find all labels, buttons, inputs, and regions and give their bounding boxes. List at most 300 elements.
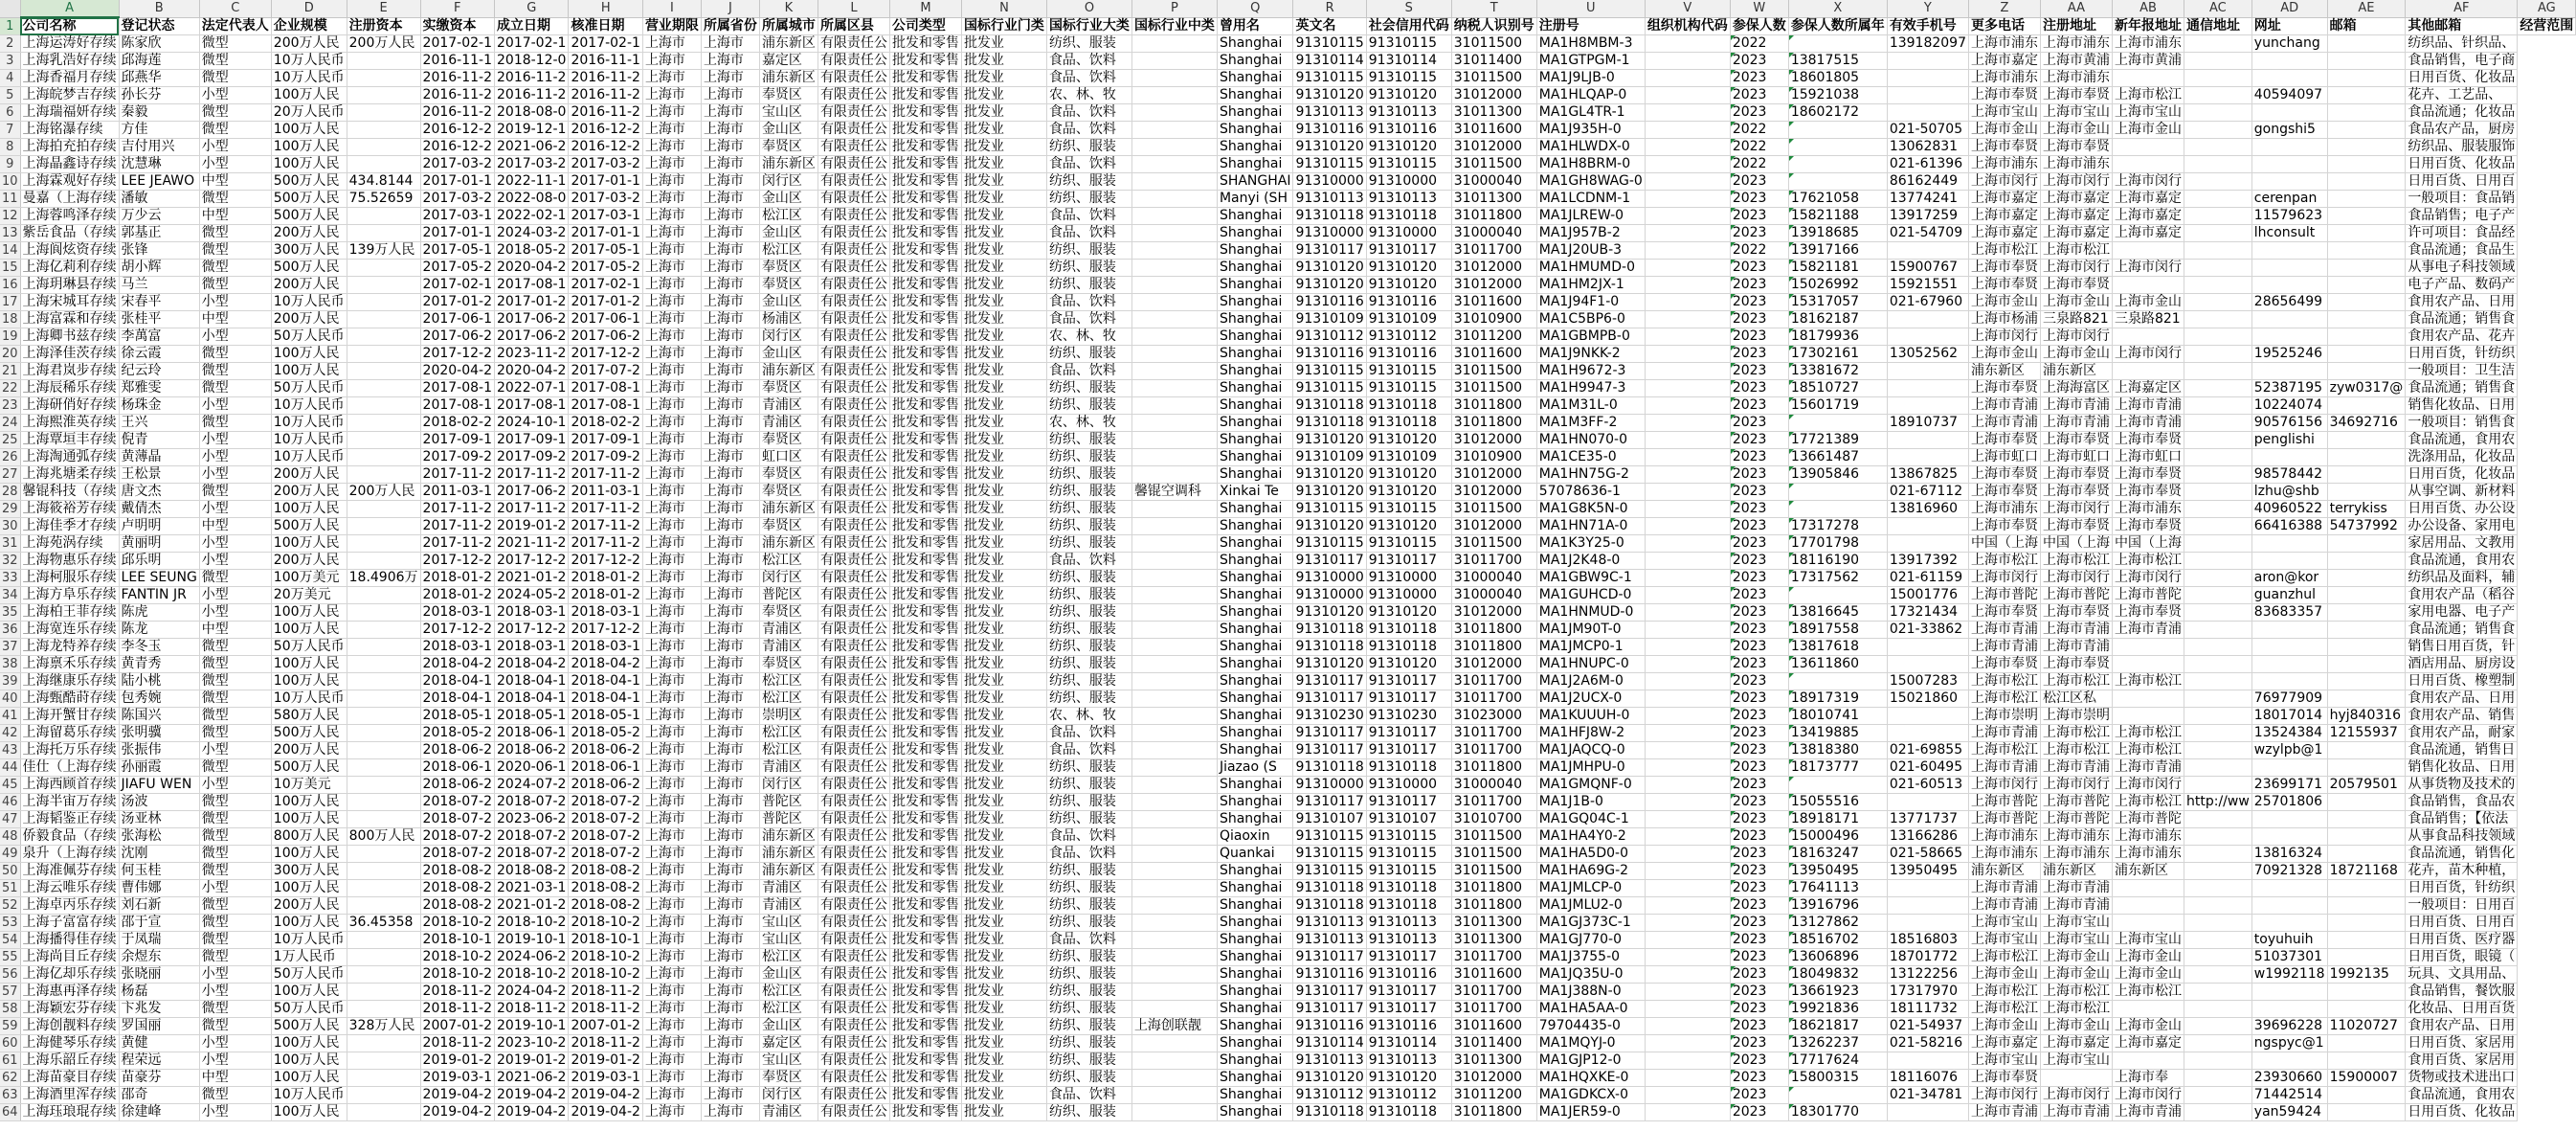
cell[interactable]: 上海市闵行 <box>2112 570 2184 587</box>
column-title-cell[interactable]: 所属区县 <box>818 17 889 35</box>
row-header[interactable]: 6 <box>0 104 20 122</box>
cell[interactable]: 批发业 <box>961 828 1046 846</box>
cell[interactable]: 139182097 <box>1887 35 1968 53</box>
cell[interactable]: 31011700 <box>1451 794 1536 811</box>
cell[interactable] <box>2184 242 2251 260</box>
cell[interactable]: 2023 <box>1730 897 1788 915</box>
cell[interactable]: 微型 <box>199 725 271 742</box>
cell[interactable]: 2017-02-1 <box>569 35 642 53</box>
cell[interactable]: 15000496 <box>1788 828 1887 846</box>
cell[interactable]: 100万人民 <box>271 156 347 173</box>
cell[interactable]: Jiazao (S <box>1217 759 1293 777</box>
cell[interactable]: 2007-01-2 <box>569 1018 642 1035</box>
cell[interactable]: 日用百货、日用百 <box>2406 173 2518 191</box>
cell[interactable]: 批发业 <box>961 1052 1046 1070</box>
cell[interactable]: 松江区私 <box>2040 690 2112 708</box>
cell[interactable]: 2018-04-2 <box>420 656 494 673</box>
cell[interactable]: 上海市 <box>642 311 701 328</box>
cell[interactable] <box>1645 432 1730 449</box>
cell[interactable]: 松江区 <box>759 1001 818 1018</box>
row-header[interactable]: 39 <box>0 673 20 690</box>
cell[interactable] <box>1645 466 1730 484</box>
cell[interactable] <box>2327 639 2406 656</box>
cell[interactable]: 上海市 <box>642 397 701 415</box>
cell[interactable]: 食用农产品（稻谷 <box>2406 587 2518 604</box>
cell[interactable]: 张明骥 <box>119 725 199 742</box>
cell[interactable]: 2016-11-2 <box>495 70 569 87</box>
cell[interactable] <box>2327 1052 2406 1070</box>
cell[interactable] <box>1645 518 1730 535</box>
cell[interactable]: 上海市青浦 <box>1968 880 2040 897</box>
cell[interactable]: 三泉路821 <box>2040 311 2112 328</box>
column-title-cell[interactable]: 企业规模 <box>271 17 347 35</box>
cell[interactable]: 日用百货、日用百 <box>2406 915 2518 932</box>
cell[interactable]: 批发和零售 <box>889 380 961 397</box>
cell[interactable]: 100万人民 <box>271 880 347 897</box>
cell[interactable]: 批发和零售 <box>889 501 961 518</box>
cell[interactable] <box>1645 415 1730 432</box>
cell[interactable] <box>2184 53 2251 70</box>
cell[interactable] <box>2184 777 2251 794</box>
cell[interactable]: 有限责任公 <box>818 53 889 70</box>
cell[interactable]: 91310117 <box>1293 1001 1366 1018</box>
cell[interactable] <box>1131 794 1217 811</box>
cell[interactable]: 上海市 <box>701 466 759 484</box>
cell[interactable]: 上海市奉贤 <box>1968 1070 2040 1087</box>
cell[interactable]: 有限责任公 <box>818 846 889 863</box>
cell[interactable]: 2018-05-1 <box>569 708 642 725</box>
cell[interactable]: 上海佳季才存续 <box>20 518 119 535</box>
row-header[interactable]: 38 <box>0 656 20 673</box>
cell[interactable]: 2018-07-2 <box>495 794 569 811</box>
cell[interactable]: Shanghai <box>1217 501 1293 518</box>
cell[interactable]: 2023 <box>1730 622 1788 639</box>
row-header[interactable]: 17 <box>0 294 20 311</box>
cell[interactable]: 微型 <box>199 863 271 880</box>
cell[interactable]: 2023 <box>1730 604 1788 622</box>
cell[interactable]: 上海市普陀 <box>1968 587 2040 604</box>
cell[interactable]: 上海市 <box>642 173 701 191</box>
cell[interactable]: 农、林、牧 <box>1046 708 1131 725</box>
cell[interactable]: 上海市 <box>642 346 701 363</box>
cell[interactable]: 上海市松江 <box>2112 725 2184 742</box>
cell[interactable] <box>2184 328 2251 346</box>
cell[interactable]: 奉贤区 <box>759 277 818 294</box>
cell[interactable]: 奉贤区 <box>759 1070 818 1087</box>
cell[interactable]: MA1MQYJ-0 <box>1536 1035 1645 1052</box>
cell[interactable] <box>1645 87 1730 104</box>
cell[interactable]: 上海市松江 <box>1968 242 2040 260</box>
cell[interactable]: 上海市 <box>701 1104 759 1121</box>
cell[interactable]: 91310116 <box>1293 294 1366 311</box>
cell[interactable]: 纺织、服装 <box>1046 759 1131 777</box>
cell[interactable] <box>1645 260 1730 277</box>
cell[interactable]: Shanghai <box>1217 346 1293 363</box>
cell[interactable]: 36.45358 <box>347 915 420 932</box>
row-header[interactable]: 64 <box>0 1104 20 1121</box>
column-title-cell[interactable]: 实缴资本 <box>420 17 494 35</box>
cell[interactable]: MA1J2K48-0 <box>1536 553 1645 570</box>
cell[interactable]: 2023 <box>1730 260 1788 277</box>
cell[interactable]: Shanghai <box>1217 708 1293 725</box>
cell[interactable]: 100万人民 <box>271 346 347 363</box>
cell[interactable]: 上海市奉贤 <box>2040 604 2112 622</box>
cell[interactable] <box>1131 173 1217 191</box>
cell[interactable]: Shanghai <box>1217 122 1293 139</box>
cell[interactable]: 上海市松江 <box>2040 553 2112 570</box>
cell[interactable]: 批发和零售 <box>889 346 961 363</box>
row-header[interactable]: 19 <box>0 328 20 346</box>
cell[interactable]: 200万人民 <box>271 466 347 484</box>
cell[interactable]: 有限责任公 <box>818 518 889 535</box>
cell[interactable]: 54737992 <box>2327 518 2406 535</box>
cell[interactable]: 上海市 <box>701 311 759 328</box>
cell[interactable]: 2017-05-2 <box>420 260 494 277</box>
cell[interactable]: 批发和零售 <box>889 191 961 208</box>
cell[interactable]: MA1GBW9C-1 <box>1536 570 1645 587</box>
cell[interactable]: 批发和零售 <box>889 777 961 794</box>
cell[interactable]: 31011700 <box>1451 949 1536 966</box>
cell[interactable] <box>2327 173 2406 191</box>
cell[interactable]: Shanghai <box>1217 570 1293 587</box>
cell[interactable] <box>2040 1070 2112 1087</box>
cell[interactable]: wzylpb@1 <box>2251 742 2327 759</box>
cell[interactable]: 91310115 <box>1366 35 1451 53</box>
cell[interactable]: 食品销售；电子产 <box>2406 208 2518 225</box>
cell[interactable] <box>2184 932 2251 949</box>
cell[interactable]: 91310113 <box>1366 1052 1451 1070</box>
cell[interactable]: 上海市 <box>642 104 701 122</box>
cell[interactable]: 021-54709 <box>1887 225 1968 242</box>
cell[interactable]: 100万人民 <box>271 794 347 811</box>
cell[interactable]: 2023 <box>1730 880 1788 897</box>
cell[interactable]: 批发和零售 <box>889 1070 961 1087</box>
cell[interactable]: 2023 <box>1730 587 1788 604</box>
cell[interactable]: 三泉路821 <box>2112 311 2184 328</box>
column-title-cell[interactable]: 参保人数所属年 <box>1788 17 1887 35</box>
cell[interactable]: 上海市 <box>642 915 701 932</box>
cell[interactable]: 91310120 <box>1293 518 1366 535</box>
cell[interactable]: 31011700 <box>1451 690 1536 708</box>
cell[interactable]: 91310117 <box>1366 742 1451 759</box>
cell[interactable]: 上海市闵行 <box>2112 173 2184 191</box>
cell[interactable]: 上海市嘉定 <box>1968 191 2040 208</box>
cell[interactable]: 上海市 <box>642 984 701 1001</box>
cell[interactable]: 2016-12-2 <box>420 139 494 156</box>
cell[interactable]: 2023 <box>1730 828 1788 846</box>
cell[interactable]: 2018-08-2 <box>569 863 642 880</box>
cell[interactable] <box>2112 708 2184 725</box>
cell[interactable]: 纺织、服装 <box>1046 622 1131 639</box>
cell[interactable] <box>2184 363 2251 380</box>
cell[interactable]: 13122256 <box>1887 966 1968 984</box>
cell[interactable] <box>1131 1052 1217 1070</box>
cell[interactable] <box>2184 708 2251 725</box>
cell[interactable]: 批发和零售 <box>889 104 961 122</box>
cell[interactable]: 31011600 <box>1451 346 1536 363</box>
cell[interactable]: 纺织、服装 <box>1046 191 1131 208</box>
row-header[interactable]: 44 <box>0 759 20 777</box>
cell[interactable]: 2018-07-2 <box>569 828 642 846</box>
cell[interactable]: 有限责任公 <box>818 122 889 139</box>
cell[interactable]: 批发和零售 <box>889 949 961 966</box>
cell[interactable]: 2023 <box>1730 397 1788 415</box>
cell[interactable]: 批发业 <box>961 897 1046 915</box>
cell[interactable] <box>347 690 420 708</box>
cell[interactable]: 2023-10-2 <box>495 1035 569 1052</box>
cell[interactable] <box>2184 484 2251 501</box>
cell[interactable]: 上海市青浦 <box>2040 397 2112 415</box>
cell[interactable]: Shanghai <box>1217 622 1293 639</box>
cell[interactable]: 91310117 <box>1366 1001 1451 1018</box>
row-header[interactable]: 55 <box>0 949 20 966</box>
cell[interactable]: 2018-08-2 <box>420 863 494 880</box>
cell[interactable]: 2022 <box>1730 139 1788 156</box>
cell[interactable]: 86162449 <box>1887 173 1968 191</box>
cell[interactable]: 2023 <box>1730 725 1788 742</box>
cell[interactable]: 有限责任公 <box>818 966 889 984</box>
cell[interactable]: 上海禀禾乐存续 <box>20 656 119 673</box>
cell[interactable]: 20万人民币 <box>271 104 347 122</box>
cell[interactable]: 纺织、服装 <box>1046 794 1131 811</box>
cell[interactable] <box>2251 535 2327 553</box>
cell[interactable] <box>347 535 420 553</box>
cell[interactable]: 18602172 <box>1788 104 1887 122</box>
cell[interactable]: 18918171 <box>1788 811 1887 828</box>
cell[interactable]: 91310120 <box>1293 466 1366 484</box>
cell[interactable]: 微型 <box>199 811 271 828</box>
cell[interactable]: 食品流通，销售化 <box>2406 846 2518 863</box>
cell[interactable] <box>347 415 420 432</box>
cell[interactable]: 2018-02-2 <box>420 415 494 432</box>
cell[interactable]: 批发和零售 <box>889 915 961 932</box>
cell[interactable] <box>1645 311 1730 328</box>
cell[interactable]: 2017-01-1 <box>569 225 642 242</box>
cell[interactable]: 2018-01-2 <box>420 587 494 604</box>
cell[interactable]: Shanghai <box>1217 277 1293 294</box>
cell[interactable]: 17701798 <box>1788 535 1887 553</box>
cell[interactable]: 91310114 <box>1293 53 1366 70</box>
cell[interactable]: 2020-04-2 <box>495 363 569 380</box>
cell[interactable]: 2017-11-2 <box>569 466 642 484</box>
cell[interactable]: 2018-04-1 <box>569 690 642 708</box>
column-title-cell[interactable]: 注册地址 <box>2040 17 2112 35</box>
cell[interactable]: 2023 <box>1730 1104 1788 1121</box>
cell[interactable]: 2019-04-2 <box>420 1087 494 1104</box>
cell[interactable]: Qiaoxin <box>1217 828 1293 846</box>
cell[interactable]: 18017014 <box>2251 708 2327 725</box>
cell[interactable]: 上海市奉贤 <box>2040 87 2112 104</box>
cell[interactable]: 91310115 <box>1366 363 1451 380</box>
cell[interactable]: 2018-08-2 <box>569 897 642 915</box>
cell[interactable]: MA1HNMUD-0 <box>1536 604 1645 622</box>
cell[interactable]: JIAFU WEN <box>119 777 199 794</box>
cell[interactable] <box>1131 777 1217 794</box>
cell[interactable]: 2018-06-2 <box>569 777 642 794</box>
cell[interactable]: 许可项目：食品经 <box>2406 225 2518 242</box>
cell[interactable]: 91310117 <box>1366 984 1451 1001</box>
cell[interactable] <box>1131 828 1217 846</box>
cell[interactable]: 021-34781 <box>1887 1087 1968 1104</box>
column-title-cell[interactable]: 所属省份 <box>701 17 759 35</box>
cell[interactable]: 上海市 <box>701 708 759 725</box>
cell[interactable] <box>1645 294 1730 311</box>
cell[interactable] <box>1131 811 1217 828</box>
cell[interactable]: Shanghai <box>1217 1070 1293 1087</box>
cell[interactable]: 食品、饮料 <box>1046 932 1131 949</box>
cell[interactable] <box>2327 759 2406 777</box>
cell[interactable]: 馨锟空调科 <box>1131 484 1217 501</box>
cell[interactable]: 闵行区 <box>759 173 818 191</box>
cell[interactable]: 张锋 <box>119 242 199 260</box>
cell[interactable]: 2018-07-2 <box>495 828 569 846</box>
cell[interactable]: 2018-06-1 <box>569 759 642 777</box>
cell[interactable]: 2018-07-2 <box>569 811 642 828</box>
cell[interactable]: 杨浦区 <box>759 311 818 328</box>
cell[interactable] <box>1131 725 1217 742</box>
cell[interactable]: 批发和零售 <box>889 828 961 846</box>
cell[interactable] <box>2184 897 2251 915</box>
cell[interactable]: MA1H9947-3 <box>1536 380 1645 397</box>
cell[interactable]: 上海留葛乐存续 <box>20 725 119 742</box>
cell[interactable]: 小型 <box>199 604 271 622</box>
row-header[interactable]: 37 <box>0 639 20 656</box>
cell[interactable]: 纺织、服装 <box>1046 690 1131 708</box>
cell[interactable]: 上海市青浦 <box>2040 622 2112 639</box>
cell[interactable]: 31011500 <box>1451 828 1536 846</box>
cell[interactable] <box>1131 277 1217 294</box>
cell[interactable]: 青浦区 <box>759 1104 818 1121</box>
row-header[interactable]: 54 <box>0 932 20 949</box>
cell[interactable]: MA1GQ04C-1 <box>1536 811 1645 828</box>
cell[interactable]: 上海市奉贤 <box>1968 604 2040 622</box>
cell[interactable]: 浦东新区 <box>2040 863 2112 880</box>
cell[interactable]: 31011500 <box>1451 363 1536 380</box>
cell[interactable]: 31012000 <box>1451 466 1536 484</box>
column-title-cell[interactable]: 公司名称 <box>20 17 119 35</box>
cell[interactable]: 2019-01-2 <box>495 1052 569 1070</box>
cell[interactable] <box>1645 570 1730 587</box>
cell[interactable]: 31011700 <box>1451 1001 1536 1018</box>
cell[interactable]: 批发业 <box>961 846 1046 863</box>
cell[interactable]: 批发和零售 <box>889 1035 961 1052</box>
cell[interactable] <box>347 1035 420 1052</box>
cell[interactable]: Shanghai <box>1217 397 1293 415</box>
cell[interactable]: 2019-03-1 <box>569 1070 642 1087</box>
cell[interactable]: 张海松 <box>119 828 199 846</box>
cell[interactable]: 上海市青浦 <box>1968 759 2040 777</box>
cell[interactable]: 郭基正 <box>119 225 199 242</box>
cell[interactable]: 66416388 <box>2251 518 2327 535</box>
cell[interactable]: 金山区 <box>759 966 818 984</box>
cell[interactable]: 2018-06-2 <box>420 742 494 759</box>
cell[interactable]: 91310118 <box>1293 639 1366 656</box>
cell[interactable]: 纺织、服装 <box>1046 432 1131 449</box>
cell[interactable]: 90576156 <box>2251 415 2327 432</box>
cell[interactable] <box>2184 380 2251 397</box>
cell[interactable]: 10万人民币 <box>271 449 347 466</box>
cell[interactable] <box>2184 1018 2251 1035</box>
cell[interactable]: 批发业 <box>961 501 1046 518</box>
column-header-v[interactable]: V <box>1645 0 1730 17</box>
cell[interactable]: 18516803 <box>1887 932 1968 949</box>
cell[interactable]: 奉贤区 <box>759 139 818 156</box>
cell[interactable]: MA1JAQCQ-0 <box>1536 742 1645 759</box>
cell[interactable]: 91310113 <box>1293 104 1366 122</box>
cell[interactable]: 上海市 <box>701 415 759 432</box>
cell[interactable]: 31000040 <box>1451 777 1536 794</box>
cell[interactable]: Shanghai <box>1217 363 1293 380</box>
cell[interactable]: 上海市青浦 <box>1968 415 2040 432</box>
cell[interactable] <box>2327 828 2406 846</box>
cell[interactable]: 杨磊 <box>119 984 199 1001</box>
column-header-af[interactable]: AF <box>2406 0 2518 17</box>
cell[interactable]: lhconsult <box>2251 225 2327 242</box>
cell[interactable]: 微型 <box>199 53 271 70</box>
cell[interactable]: 2023 <box>1730 501 1788 518</box>
cell[interactable] <box>1131 363 1217 380</box>
cell[interactable]: 021-58665 <box>1887 846 1968 863</box>
cell[interactable] <box>347 139 420 156</box>
cell[interactable] <box>2184 984 2251 1001</box>
cell[interactable]: 13905846 <box>1788 466 1887 484</box>
cell[interactable]: 酒店用品、厨房设 <box>2406 656 2518 673</box>
cell[interactable]: 2016-11-2 <box>420 87 494 104</box>
column-header-x[interactable]: X <box>1788 0 1887 17</box>
cell[interactable]: 纺织、服装 <box>1046 1104 1131 1121</box>
cell[interactable]: 上海富霖和存续 <box>20 311 119 328</box>
cell[interactable]: 50万人民币 <box>271 328 347 346</box>
cell[interactable]: 松江区 <box>759 553 818 570</box>
cell[interactable] <box>2327 932 2406 949</box>
cell[interactable] <box>1131 225 1217 242</box>
cell[interactable]: 2017-08-1 <box>495 397 569 415</box>
cell[interactable]: 91310116 <box>1293 122 1366 139</box>
cell[interactable]: yunchang <box>2251 35 2327 53</box>
row-header[interactable]: 49 <box>0 846 20 863</box>
cell[interactable]: 上海市 <box>701 535 759 553</box>
cell[interactable]: 91310115 <box>1293 380 1366 397</box>
cell[interactable]: 批发和零售 <box>889 260 961 277</box>
column-header-ac[interactable]: AC <box>2184 0 2251 17</box>
cell[interactable]: 上海市 <box>642 294 701 311</box>
cell[interactable]: 91310120 <box>1366 518 1451 535</box>
cell[interactable]: 2023 <box>1730 777 1788 794</box>
cell[interactable]: 上海市 <box>701 449 759 466</box>
cell[interactable] <box>2251 984 2327 1001</box>
cell[interactable] <box>1887 432 1968 449</box>
cell[interactable] <box>2112 639 2184 656</box>
cell[interactable]: 批发业 <box>961 1018 1046 1035</box>
cell[interactable]: 上海市 <box>642 415 701 432</box>
cell[interactable]: 批发和零售 <box>889 35 961 53</box>
cell[interactable] <box>2251 553 2327 570</box>
cell[interactable] <box>2327 570 2406 587</box>
cell[interactable]: 批发业 <box>961 156 1046 173</box>
cell[interactable]: 021-61396 <box>1887 156 1968 173</box>
cell[interactable]: 18510727 <box>1788 380 1887 397</box>
cell[interactable]: 上海宋城耳存续 <box>20 294 119 311</box>
cell[interactable] <box>2184 725 2251 742</box>
cell[interactable] <box>2112 656 2184 673</box>
cell[interactable]: 上海市 <box>642 449 701 466</box>
cell[interactable]: 松江区 <box>759 742 818 759</box>
cell[interactable] <box>2251 656 2327 673</box>
cell[interactable] <box>1131 553 1217 570</box>
cell[interactable]: 2024-10-1 <box>495 415 569 432</box>
cell[interactable] <box>1645 104 1730 122</box>
cell[interactable]: 上海市 <box>701 328 759 346</box>
